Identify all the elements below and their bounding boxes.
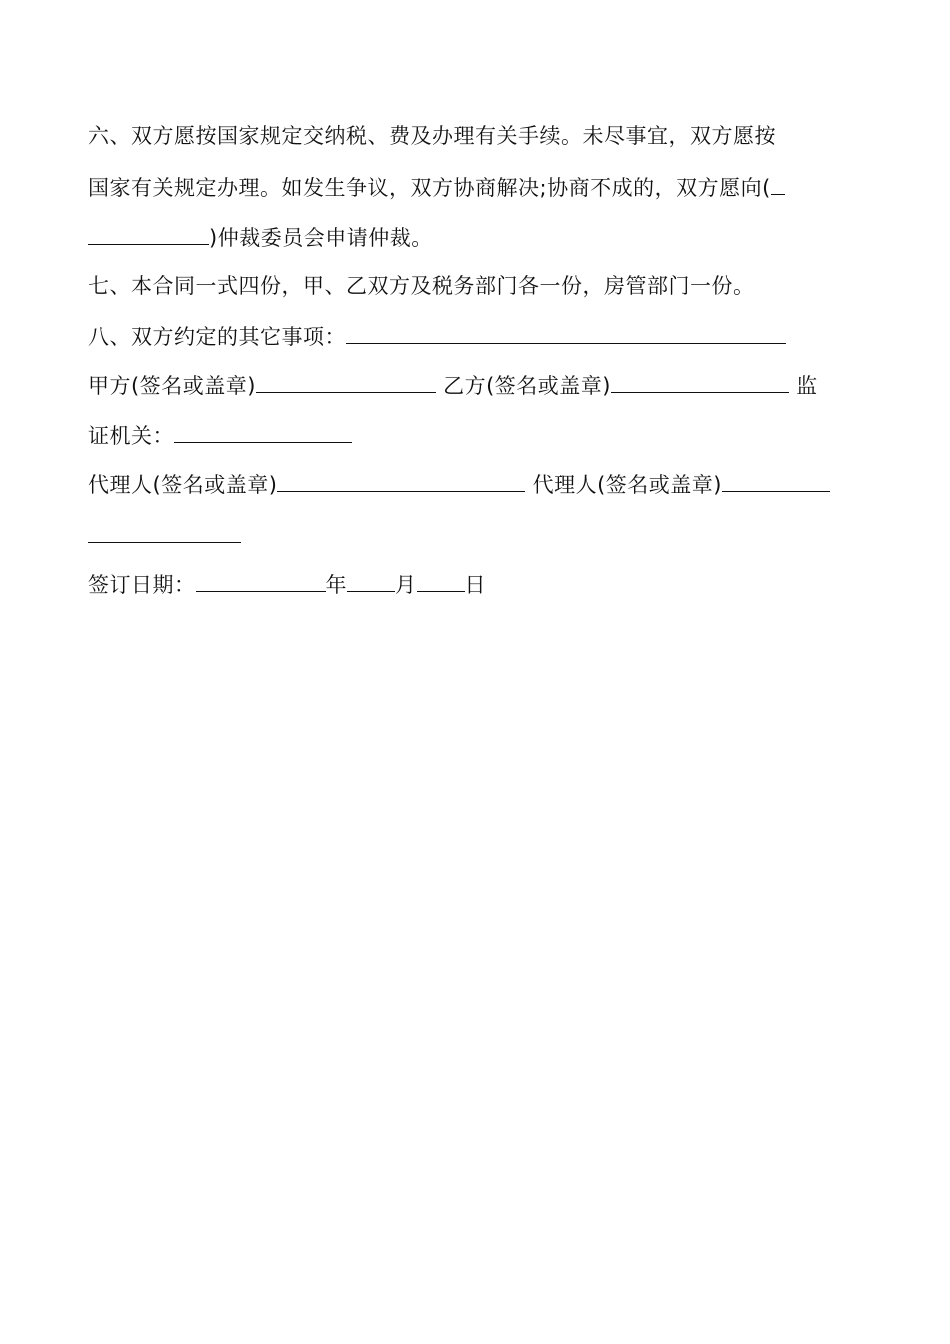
clause-7-text: 七、本合同一式四份，甲、乙双方及税务部门各一份，房管部门一份。	[88, 274, 755, 298]
arbitration-blank-start	[771, 172, 785, 195]
supervisor-line	[88, 420, 352, 451]
day-blank	[417, 569, 465, 592]
party-b-label: 乙方(签名或盖章)	[443, 374, 611, 398]
clause-7-line	[88, 271, 755, 301]
clause-6-text-2: 国家有关规定办理。如发生争议，双方协商解决;协商不成的，双方愿向(	[88, 176, 771, 200]
agent-signature-line	[88, 469, 830, 500]
clause-6-line-2	[88, 172, 785, 203]
clause-6-line-1	[88, 121, 776, 151]
agent-b-signature-blank-start	[722, 469, 830, 492]
other-matters-blank	[346, 321, 786, 344]
year-label: 年	[325, 573, 347, 597]
agent-a-label: 代理人(签名或盖章)	[88, 473, 278, 497]
supervisor-blank	[174, 420, 352, 443]
agent-continuation-line	[88, 520, 241, 551]
signing-date-line	[88, 569, 486, 600]
agent-b-signature-blank-end	[88, 520, 241, 543]
day-label: 日	[464, 573, 486, 597]
clause-6-text-3: )仲裁委员会申请仲裁。	[209, 226, 433, 250]
party-a-signature-blank	[256, 370, 436, 393]
party-a-label: 甲方(签名或盖章)	[88, 374, 256, 398]
arbitration-blank-end	[88, 222, 209, 245]
clause-6-text-1: 六、双方愿按国家规定交纳税、费及办理有关手续。未尽事宜，双方愿按	[88, 124, 776, 148]
party-b-signature-blank	[611, 370, 789, 393]
agent-a-signature-blank	[277, 469, 525, 492]
month-blank	[347, 569, 395, 592]
supervisor-label-start: 监	[796, 374, 818, 398]
signing-date-label: 签订日期：	[88, 573, 196, 597]
clause-6-line-3	[88, 222, 433, 253]
party-signature-line	[88, 370, 818, 401]
clause-8-line	[88, 321, 786, 352]
month-label: 月	[395, 573, 417, 597]
agent-b-label: 代理人(签名或盖章)	[532, 473, 722, 497]
supervisor-label-end: 证机关：	[88, 424, 174, 448]
year-blank	[196, 569, 326, 592]
clause-8-label: 八、双方约定的其它事项：	[88, 325, 346, 349]
